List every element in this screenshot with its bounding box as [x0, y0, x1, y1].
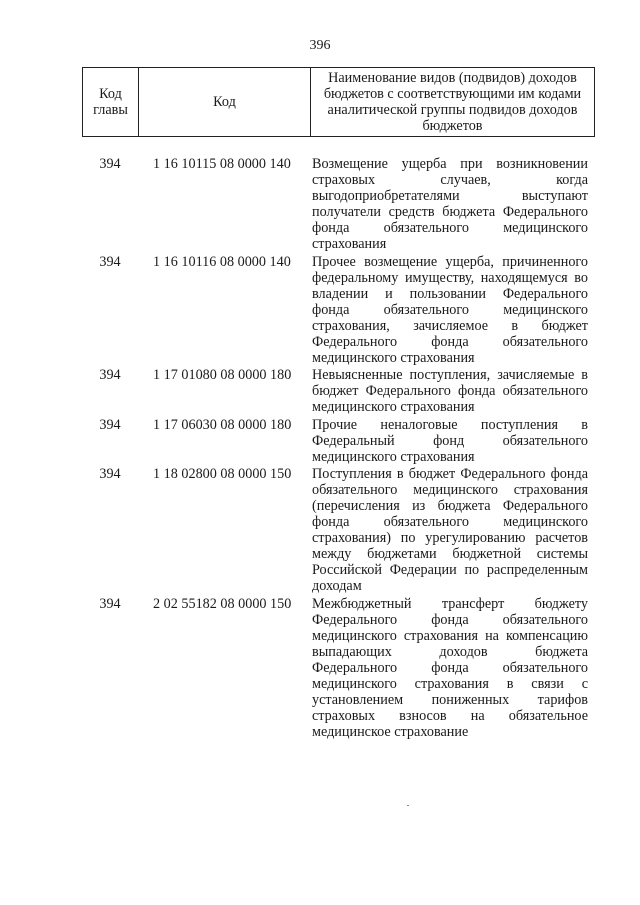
- description-line: бюджет Федерального фонда обязательного: [312, 383, 588, 400]
- scan-speck: [407, 805, 409, 806]
- description-line: Прочее возмещение ущерба, причиненного: [312, 253, 588, 270]
- description-line: установлением пониженных тарифов: [312, 692, 588, 709]
- income-description: [312, 417, 588, 465]
- table-row: [0, 367, 640, 415]
- chapter-code: 394: [99, 156, 121, 172]
- income-code: 1 16 10115 08 0000 140: [153, 156, 291, 172]
- description-line: медицинское страхование: [312, 724, 469, 741]
- description-line: страхования) по урегулированию расчетов: [312, 530, 588, 547]
- chapter-code: 394: [99, 595, 121, 612]
- income-description: [312, 596, 588, 741]
- header-chapter-line: Код: [99, 86, 122, 102]
- description-line: Федерального фонда обязательного: [312, 611, 588, 628]
- description-line: доходам: [312, 578, 362, 595]
- description-line: фонда обязательного медицинского: [312, 220, 588, 237]
- table-row: [0, 417, 640, 465]
- page-number: 396: [309, 38, 331, 53]
- chapter-code: 394: [99, 367, 121, 384]
- description-line: Невыясненные поступления, зачисляемые в: [312, 367, 588, 384]
- table-row: [0, 596, 640, 741]
- description-line: владении и пользовании Федерального: [312, 285, 588, 302]
- description-line: федеральному имуществу, находящемуся во: [312, 269, 588, 286]
- description-line: страхования, зачисляемое в бюджет: [312, 317, 588, 334]
- income-code: 1 18 02800 08 0000 150: [153, 465, 292, 482]
- description-line: Возмещение ущерба при возникновении: [312, 156, 588, 172]
- description-line: Федерального фонда обязательного: [312, 659, 588, 676]
- income-code: 1 16 10116 08 0000 140: [153, 253, 291, 270]
- description-line: обязательного медицинского страхования: [312, 481, 588, 498]
- description-line: Федерального фонда обязательного: [312, 334, 588, 351]
- header-name-line: Наименование видов (подвидов) доходов: [328, 70, 577, 86]
- header-chapter-cell: [83, 68, 139, 137]
- description-line: медицинского страхования: [312, 350, 475, 367]
- description-line: медицинского страхования: [312, 399, 475, 416]
- header-chapter-line: главы: [93, 102, 128, 118]
- chapter-code: 394: [99, 416, 121, 433]
- header-name-line: бюджетов с соответствующими им кодами: [323, 86, 582, 102]
- description-line: выгодоприобретателями выступают: [312, 188, 588, 205]
- description-line: страхования: [312, 236, 387, 253]
- header-name-line: аналитической группы подвидов доходов: [327, 102, 578, 118]
- income-code: 1 17 06030 08 0000 180: [153, 416, 292, 433]
- description-line: выпадающих доходов бюджета: [312, 643, 588, 660]
- description-line: Прочие неналоговые поступления в: [312, 416, 588, 433]
- description-line: Федеральный фонд обязательного: [312, 432, 588, 449]
- description-line: медицинского страхования на компенсацию: [312, 627, 588, 644]
- description-line: страховых случаев, когда: [312, 172, 588, 189]
- header-name-line: бюджетов: [422, 118, 483, 134]
- description-line: страховых взносов на обязательное: [312, 708, 588, 725]
- chapter-code: 394: [99, 253, 121, 270]
- description-line: медицинского страхования в связи с: [312, 676, 588, 692]
- income-description: [312, 367, 588, 415]
- table-row: [0, 466, 640, 595]
- description-line: Межбюджетный трансферт бюджету: [312, 595, 588, 612]
- income-description: [312, 466, 588, 595]
- income-code: 1 17 01080 08 0000 180: [153, 367, 292, 384]
- header-code-cell: Код: [139, 68, 311, 137]
- description-line: между бюджетами бюджетной системы: [312, 546, 588, 563]
- income-description: [312, 254, 588, 367]
- description-line: фонда обязательного медицинского: [312, 301, 588, 318]
- description-line: получатели средств бюджета Федерального: [312, 204, 588, 221]
- description-line: фонда обязательного медицинского: [312, 514, 588, 531]
- description-line: Поступления в бюджет Федерального фонда: [312, 465, 588, 482]
- description-line: Российской Федерации по распределенным: [312, 562, 588, 579]
- header-name-cell: [311, 68, 595, 137]
- chapter-code: 394: [99, 465, 121, 482]
- table-row: [0, 156, 640, 253]
- description-line: (перечисления из бюджета Федерального: [312, 497, 588, 514]
- table-header: [82, 67, 595, 137]
- income-description: [312, 156, 588, 253]
- income-code-list: [0, 156, 640, 741]
- description-line: медицинского страхования: [312, 448, 475, 465]
- table-row: [0, 254, 640, 367]
- income-code: 2 02 55182 08 0000 150: [153, 595, 292, 612]
